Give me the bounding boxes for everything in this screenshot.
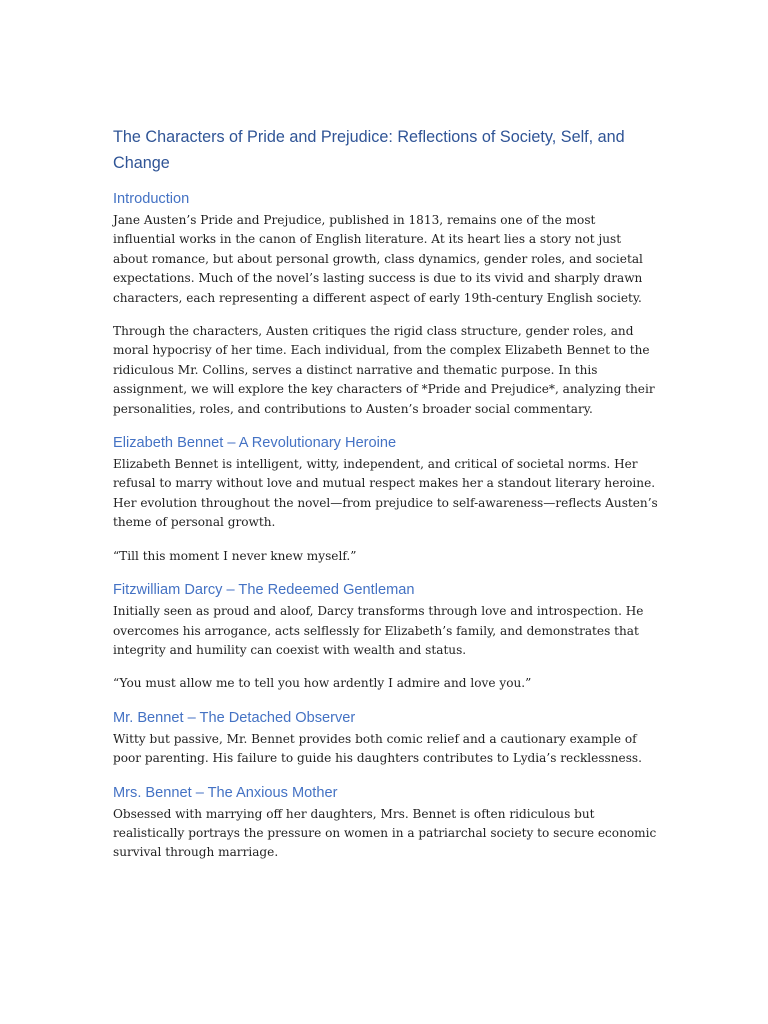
section-mrs-bennet bbox=[113, 783, 658, 863]
quote: “Till this moment I never knew myself.” bbox=[113, 548, 357, 563]
section-heading: Elizabeth Bennet – A Revolutionary Heroine bbox=[113, 435, 397, 452]
section-heading: Fitzwilliam Darcy – The Redeemed Gentleman bbox=[113, 582, 415, 599]
paragraph: Jane Austen’s Pride and Prejudice, published in 1813, remains one of the most influential works in the canon of English literature. At its heart lies a story not just about romance, but about personal growth, class dynamics, gender roles, and societal expectations. Much of the novel’s lasting success is due to its vivid and sharply drawn characters, each representing a different aspect of early 19th-century English society. bbox=[113, 213, 643, 305]
section-elizabeth-bennet bbox=[113, 433, 658, 566]
paragraph: Through the characters, Austen critiques the rigid class structure, gender roles, and moral hypocrisy of her time. Each individual, from the complex Elizabeth Bennet to the ridiculous Mr. Collins, serves a distinct narrative and thematic purpose. In this assignment, we will explore the key characters of *Pride and Prejudice*, analyzing their personalities, roles, and contributions to Austen’s broader social commentary. bbox=[113, 324, 655, 416]
paragraph: Witty but passive, Mr. Bennet provides both comic relief and a cautionary example of poor parenting. His failure to guide his daughters contributes to Lydia’s recklessness. bbox=[113, 731, 642, 766]
section-heading: Mr. Bennet – The Detached Observer bbox=[113, 709, 356, 726]
section-introduction bbox=[113, 189, 658, 419]
document-title: The Characters of Pride and Prejudice: Reflections of Society, Self, and Change bbox=[113, 128, 625, 172]
section-heading: Mrs. Bennet – The Anxious Mother bbox=[113, 784, 338, 801]
paragraph: Elizabeth Bennet is intelligent, witty, independent, and critical of societal norms. Her refusal to marry without love and mutual respect makes her a standout literary heroine. Her evolution throughout the novel—from prejudice to self-awareness—reflects Austen’s theme of personal growth. bbox=[113, 457, 658, 530]
section-heading: Introduction bbox=[113, 191, 190, 207]
section-fitzwilliam-darcy bbox=[113, 580, 658, 694]
paragraph: Obsessed with marrying off her daughters, Mrs. Bennet is often ridiculous but realistically portrays the pressure on women in a patriarchal society to secure economic survival through marriage. bbox=[113, 806, 657, 860]
quote: “You must allow me to tell you how ardently I admire and love you.” bbox=[113, 676, 532, 691]
section-mr-bennet bbox=[113, 708, 658, 769]
paragraph: Initially seen as proud and aloof, Darcy transforms through love and introspection. He overcomes his arrogance, acts selflessly for Elizabeth’s family, and demonstrates that integrity and humility can coexist with wealth and status. bbox=[113, 604, 644, 657]
